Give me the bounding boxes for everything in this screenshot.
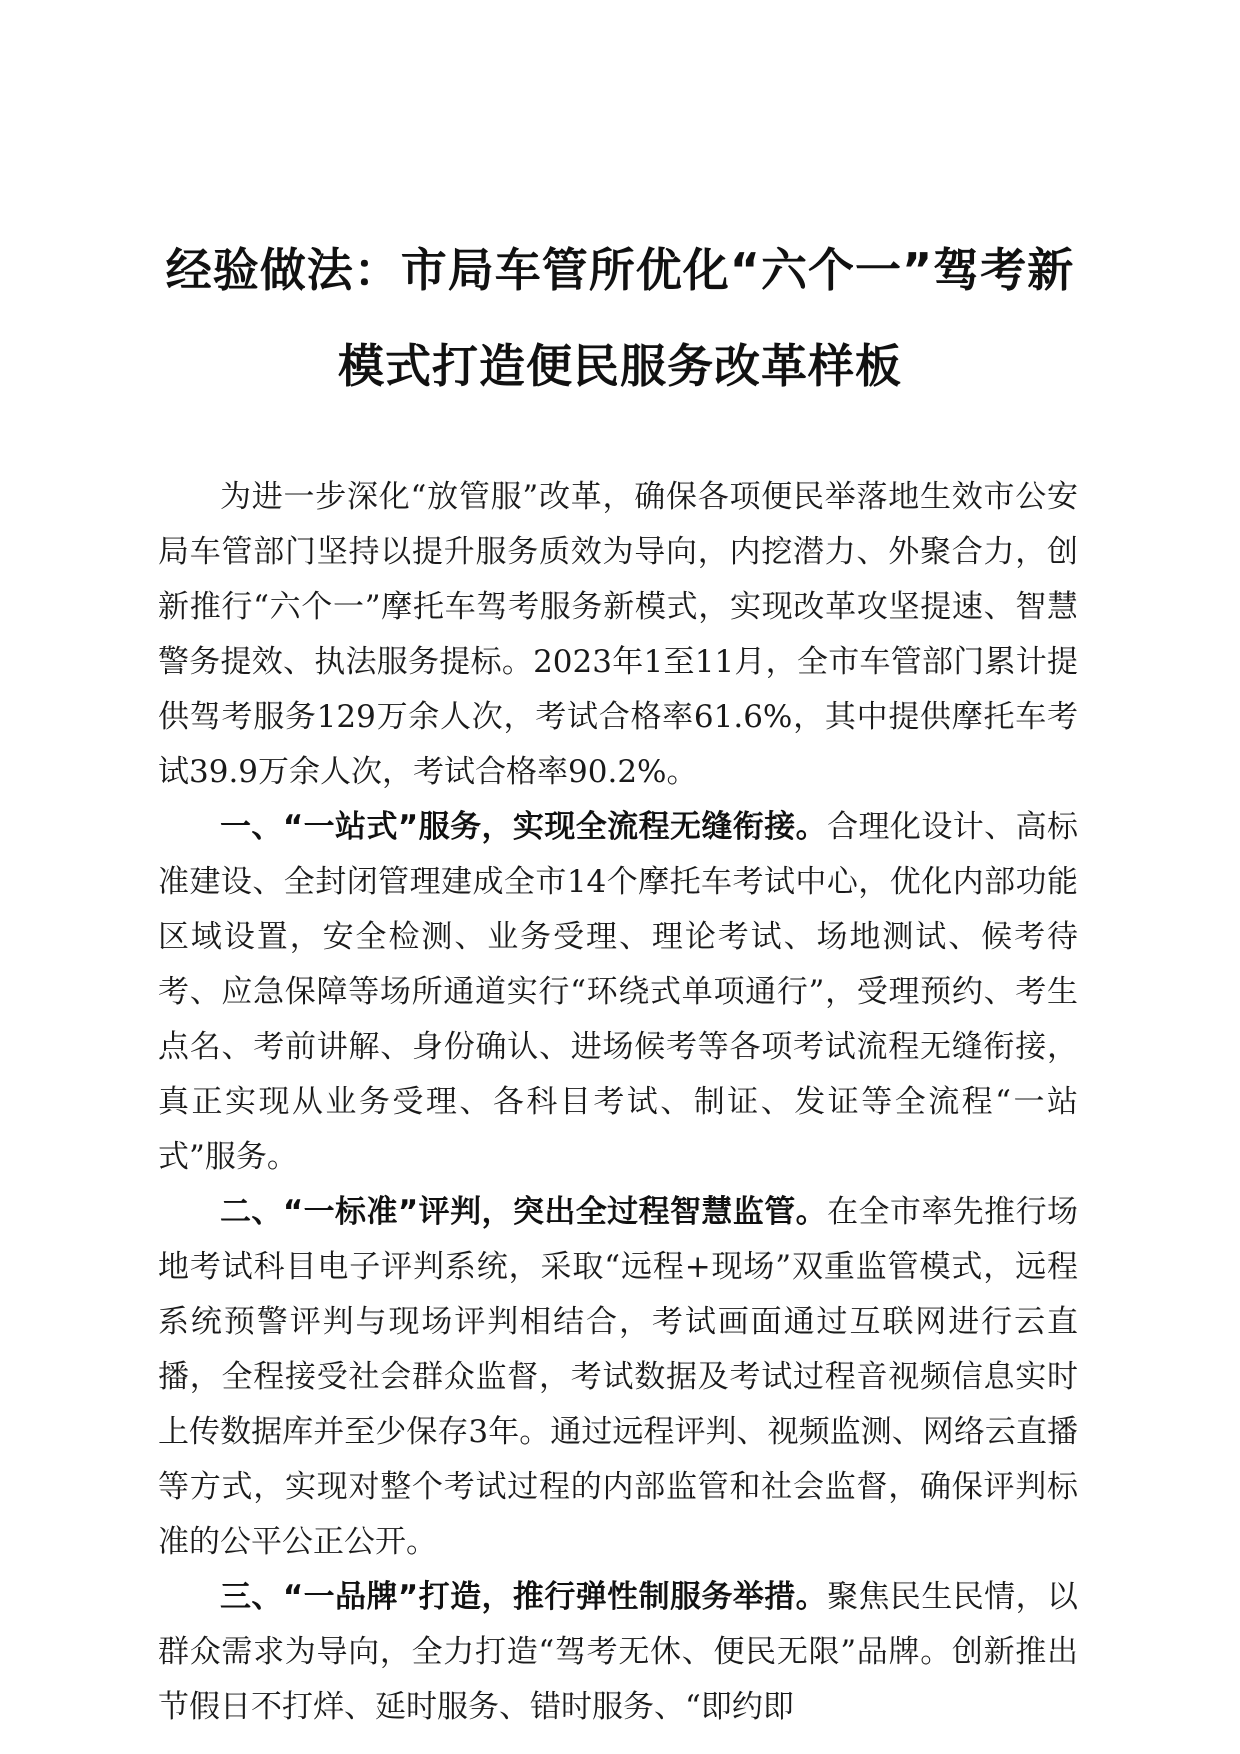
section-heading-3: 三、“一品牌”打造，推行弹性制服务举措。	[220, 1579, 828, 1615]
section-heading-2: 二、“一标准”评判，突出全过程智慧监管。	[220, 1194, 828, 1230]
section-heading-1: 一、“一站式”服务，实现全流程无缝衔接。	[220, 809, 828, 845]
document-title	[140, 222, 1100, 414]
title-line-2: 模式打造便民服务改革样板	[338, 339, 902, 393]
title-line-1: 经验做法：市局车管所优化“六个一”驾考新	[165, 243, 1075, 297]
section-paragraph-1	[158, 800, 1078, 1185]
section-text-1: 合理化设计、高标准建设、全封闭管理建成全市14个摩托车考试中心，优化内部功能区域设置，安全检测、业务受理、理论考试、场地测试、候考待考、应急保障等场所通道实行“环绕式单项通行”，受理预约、考生点名、考前讲解、身份确认、进场候考等各项考试流程无缝衔接，真正实现从业务受理、各科目考试、制证、发证等全流程“一站式”服务。	[158, 809, 1079, 1175]
intro-paragraph: 为进一步深化“放管服”改革，确保各项便民举落地生效市公安局车管部门坚持以提升服务质效为导向，内挖潜力、外聚合力，创新推行“六个一”摩托车驾考服务新模式，实现改革攻坚提速、智慧警务提效、执法服务提标。2023年1至11月，全市车管部门累计提供驾考服务129万余人次，考试合格率61.6%，其中提供摩托车考试39.9万余人次，考试合格率90.2%。	[158, 479, 1078, 790]
section-paragraph-2	[158, 1185, 1078, 1570]
section-text-3: 聚焦民生民情，以群众需求为导向，全力打造“驾考无休、便民无限”品牌。创新推出节假日不打烊、延时服务、错时服务、“即约即	[158, 1579, 1079, 1725]
document-body	[158, 470, 1078, 1735]
section-text-2: 在全市率先推行场地考试科目电子评判系统，采取“远程+现场”双重监管模式，远程系统预警评判与现场评判相结合，考试画面通过互联网进行云直播，全程接受社会群众监督，考试数据及考试过程音视频信息实时上传数据库并至少保存3年。通过远程评判、视频监测、网络云直播等方式，实现对整个考试过程的内部监管和社会监督，确保评判标准的公平公正公开。	[158, 1194, 1079, 1560]
section-paragraph-3	[158, 1570, 1078, 1735]
